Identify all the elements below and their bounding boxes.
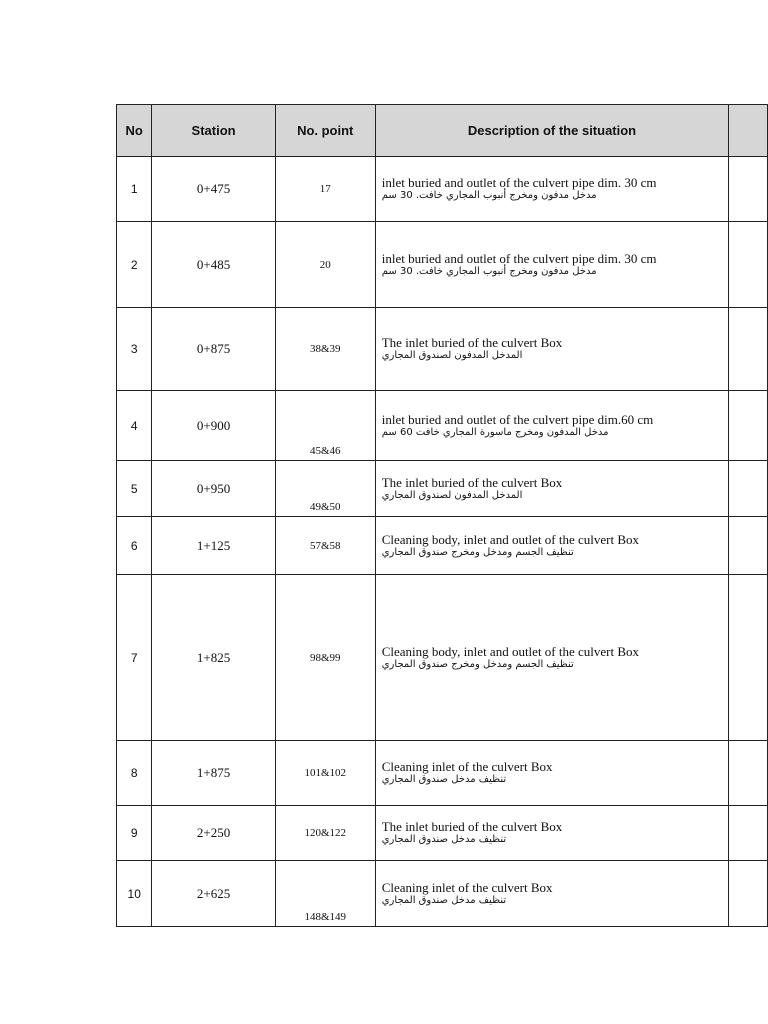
row-description bbox=[375, 391, 729, 461]
row-point: 101&102 bbox=[275, 741, 375, 806]
description-ar: مدخل مدفون ومخرج أنبوب المجاري خافت. 30 سم bbox=[381, 190, 597, 201]
row-station: 0+875 bbox=[152, 308, 275, 391]
row-extra bbox=[729, 157, 768, 222]
row-extra bbox=[729, 308, 768, 391]
description-ar: تنظيف الجسم ومدخل ومخرج صندوق المجاري bbox=[381, 658, 574, 670]
row-point: 98&99 bbox=[275, 575, 375, 741]
row-description bbox=[375, 157, 729, 222]
row-extra bbox=[729, 575, 768, 741]
table-row bbox=[117, 461, 768, 517]
row-no: 10 bbox=[117, 861, 152, 927]
row-description bbox=[375, 861, 729, 927]
row-point: 17 bbox=[275, 157, 375, 222]
row-description bbox=[375, 517, 729, 575]
table-row bbox=[117, 308, 768, 391]
row-description bbox=[375, 222, 729, 308]
row-extra bbox=[729, 517, 768, 575]
row-extra bbox=[729, 461, 768, 517]
description-en: Cleaning inlet of the culvert Box bbox=[381, 759, 553, 774]
row-no: 6 bbox=[117, 517, 152, 575]
description-ar: المدخل المدفون لصندوق المجاري bbox=[381, 350, 523, 361]
header-no: No bbox=[117, 105, 152, 157]
header-description: Description of the situation bbox=[375, 105, 729, 157]
description-en: The inlet buried of the culvert Box bbox=[381, 819, 563, 834]
header-point: No. point bbox=[275, 105, 375, 157]
header-row bbox=[117, 105, 768, 157]
row-description bbox=[375, 575, 729, 741]
table-row bbox=[117, 157, 768, 222]
row-point: 120&122 bbox=[275, 806, 375, 861]
row-extra bbox=[729, 222, 768, 308]
row-extra bbox=[729, 861, 768, 927]
table-row bbox=[117, 391, 768, 461]
row-no: 3 bbox=[117, 308, 152, 391]
row-point: 38&39 bbox=[275, 308, 375, 391]
row-point: 45&46 bbox=[275, 391, 375, 461]
row-station: 0+475 bbox=[152, 157, 275, 222]
row-extra bbox=[729, 391, 768, 461]
row-station: 0+900 bbox=[152, 391, 275, 461]
row-station: 2+250 bbox=[152, 806, 275, 861]
row-no: 5 bbox=[117, 461, 152, 517]
table-row bbox=[117, 806, 768, 861]
description-en: Cleaning inlet of the culvert Box bbox=[381, 879, 553, 895]
row-no: 9 bbox=[117, 806, 152, 861]
row-description bbox=[375, 461, 729, 517]
description-ar: مدخل المدفون ومخرج ماسورة المجاري خافت 60 سم bbox=[381, 426, 609, 438]
description-ar: تنظيف مدخل صندوق المجاري bbox=[381, 834, 507, 845]
row-description bbox=[375, 741, 729, 806]
description-en: inlet buried and outlet of the culvert pipe dim. 30 cm bbox=[381, 250, 657, 266]
row-description bbox=[375, 806, 729, 861]
table-row bbox=[117, 575, 768, 741]
table-row bbox=[117, 517, 768, 575]
description-en: inlet buried and outlet of the culvert pipe dim.60 cm bbox=[381, 411, 654, 427]
description-ar: المدخل المدفون لصندوق المجاري bbox=[381, 489, 523, 501]
description-ar: تنظيف مدخل صندوق المجاري bbox=[381, 894, 507, 906]
row-point: 20 bbox=[275, 222, 375, 308]
table-row bbox=[117, 222, 768, 308]
culvert-table bbox=[116, 104, 768, 927]
row-no: 8 bbox=[117, 741, 152, 806]
row-station: 1+875 bbox=[152, 741, 275, 806]
description-ar: مدخل مدفون ومخرج أنبوب المجاري خافت. 30 سم bbox=[381, 265, 597, 277]
row-no: 4 bbox=[117, 391, 152, 461]
description-ar: تنظيف الجسم ومدخل ومخرج صندوق المجاري bbox=[381, 546, 574, 558]
description-en: Cleaning body, inlet and outlet of the culvert Box bbox=[381, 643, 640, 659]
row-station: 0+950 bbox=[152, 461, 275, 517]
row-station: 2+625 bbox=[152, 861, 275, 927]
description-en: The inlet buried of the culvert Box bbox=[381, 335, 563, 350]
row-point: 148&149 bbox=[275, 861, 375, 927]
row-no: 1 bbox=[117, 157, 152, 222]
row-extra bbox=[729, 806, 768, 861]
header-station: Station bbox=[152, 105, 275, 157]
description-en: Cleaning body, inlet and outlet of the culvert Box bbox=[381, 531, 640, 547]
description-en: The inlet buried of the culvert Box bbox=[381, 474, 563, 490]
row-point: 57&58 bbox=[275, 517, 375, 575]
description-ar: تنظيف مدخل صندوق المجاري bbox=[381, 774, 507, 785]
table-row bbox=[117, 861, 768, 927]
row-description bbox=[375, 308, 729, 391]
row-station: 0+485 bbox=[152, 222, 275, 308]
row-extra bbox=[729, 741, 768, 806]
header-extra bbox=[729, 105, 768, 157]
row-no: 2 bbox=[117, 222, 152, 308]
table-row bbox=[117, 741, 768, 806]
row-point: 49&50 bbox=[275, 461, 375, 517]
row-station: 1+125 bbox=[152, 517, 275, 575]
description-en: inlet buried and outlet of the culvert pipe dim. 30 cm bbox=[381, 175, 657, 190]
row-no: 7 bbox=[117, 575, 152, 741]
row-station: 1+825 bbox=[152, 575, 275, 741]
